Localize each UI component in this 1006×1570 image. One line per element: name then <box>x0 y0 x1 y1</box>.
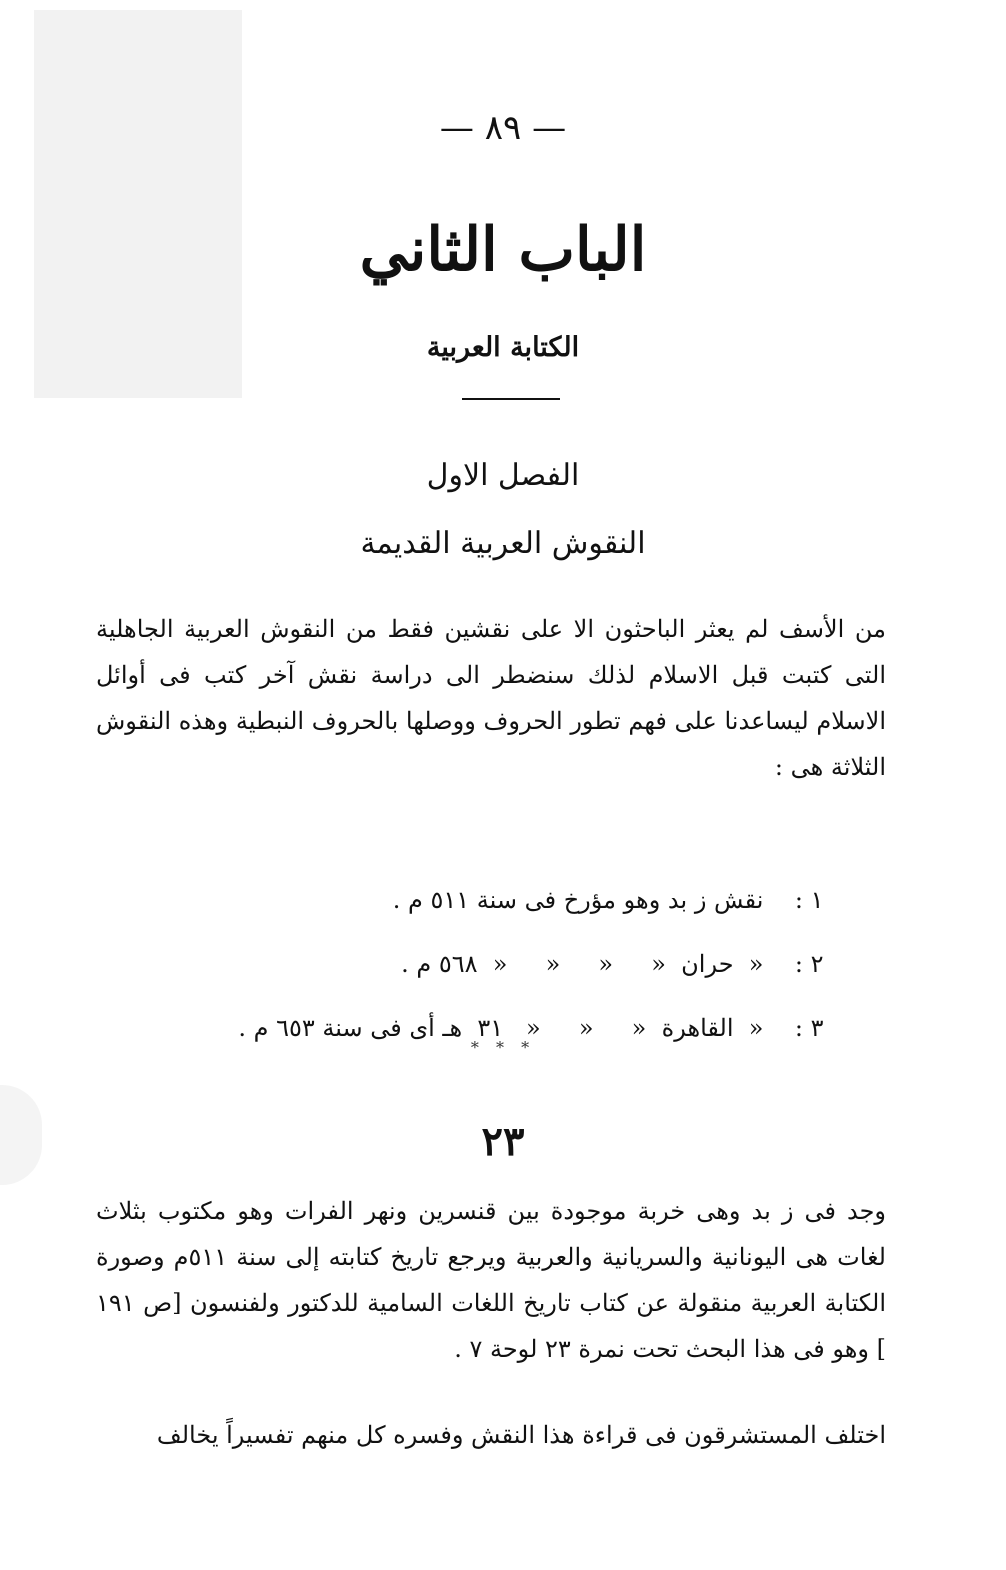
inscriptions-list <box>154 840 854 1042</box>
section-separator: * * * <box>470 1038 536 1057</box>
part-subtitle: الكتابة العربية <box>426 332 580 363</box>
section-number: ٢٣ <box>481 1118 525 1165</box>
list-item-text: « حران « « « « ٥٦٨ م . <box>401 950 764 978</box>
title-divider <box>462 398 560 400</box>
intro-paragraph: من الأسف لم يعثر الباحثون الا على نقشين فقط من النقوش العربية الجاهلية التى كتبت قبل الاسلام لذلك سنضطر الى دراسة نقش آخر كتب فى أوائل الاسلام ليساعدنا على فهم تطور الحروف ووصلها بالحروف النبطية وهذه النقوش الثلاثة هى : <box>96 615 887 781</box>
list-item-number: ٣ : <box>794 1014 824 1042</box>
note-paragraph: وجد فى ز بد وهى خربة موجودة بين قنسرين ونهر الفرات وهو مكتوب بثلاث لغات هى اليونانية والسريانية والعربية ويرجع تاريخ كتابته إلى سنة ٥١١م وصورة الكتابة العربية منقولة عن كتاب تاريخ اللغات السامية للدكتور ولفنسون [ص ١٩١ ] وهو فى هذا البحث تحت نمرة ٢٣ لوحة ٧ . <box>96 1197 886 1363</box>
chapter-subtitle: النقوش العربية القديمة <box>360 526 646 561</box>
part-title: الباب الثاني <box>359 215 647 285</box>
list-item <box>154 840 854 914</box>
list-item-text: نقش ز بد وهو مؤرخ فى سنة ٥١١ م . <box>392 886 764 914</box>
list-item-text: « القاهرة « « « ٣١ هـ أى فى سنة ٦٥٣ م . <box>238 1014 764 1042</box>
chapter-title: الفصل الاول <box>426 458 580 493</box>
last-paragraph: اختلف المستشرقون فى قراءة هذا النقش وفسره كل منهم تفسيراً يخالف <box>156 1421 886 1449</box>
list-item-number: ٢ : <box>794 950 824 978</box>
page-number: — ٨٩ — <box>439 108 567 148</box>
list-item-number: ١ : <box>794 886 824 914</box>
